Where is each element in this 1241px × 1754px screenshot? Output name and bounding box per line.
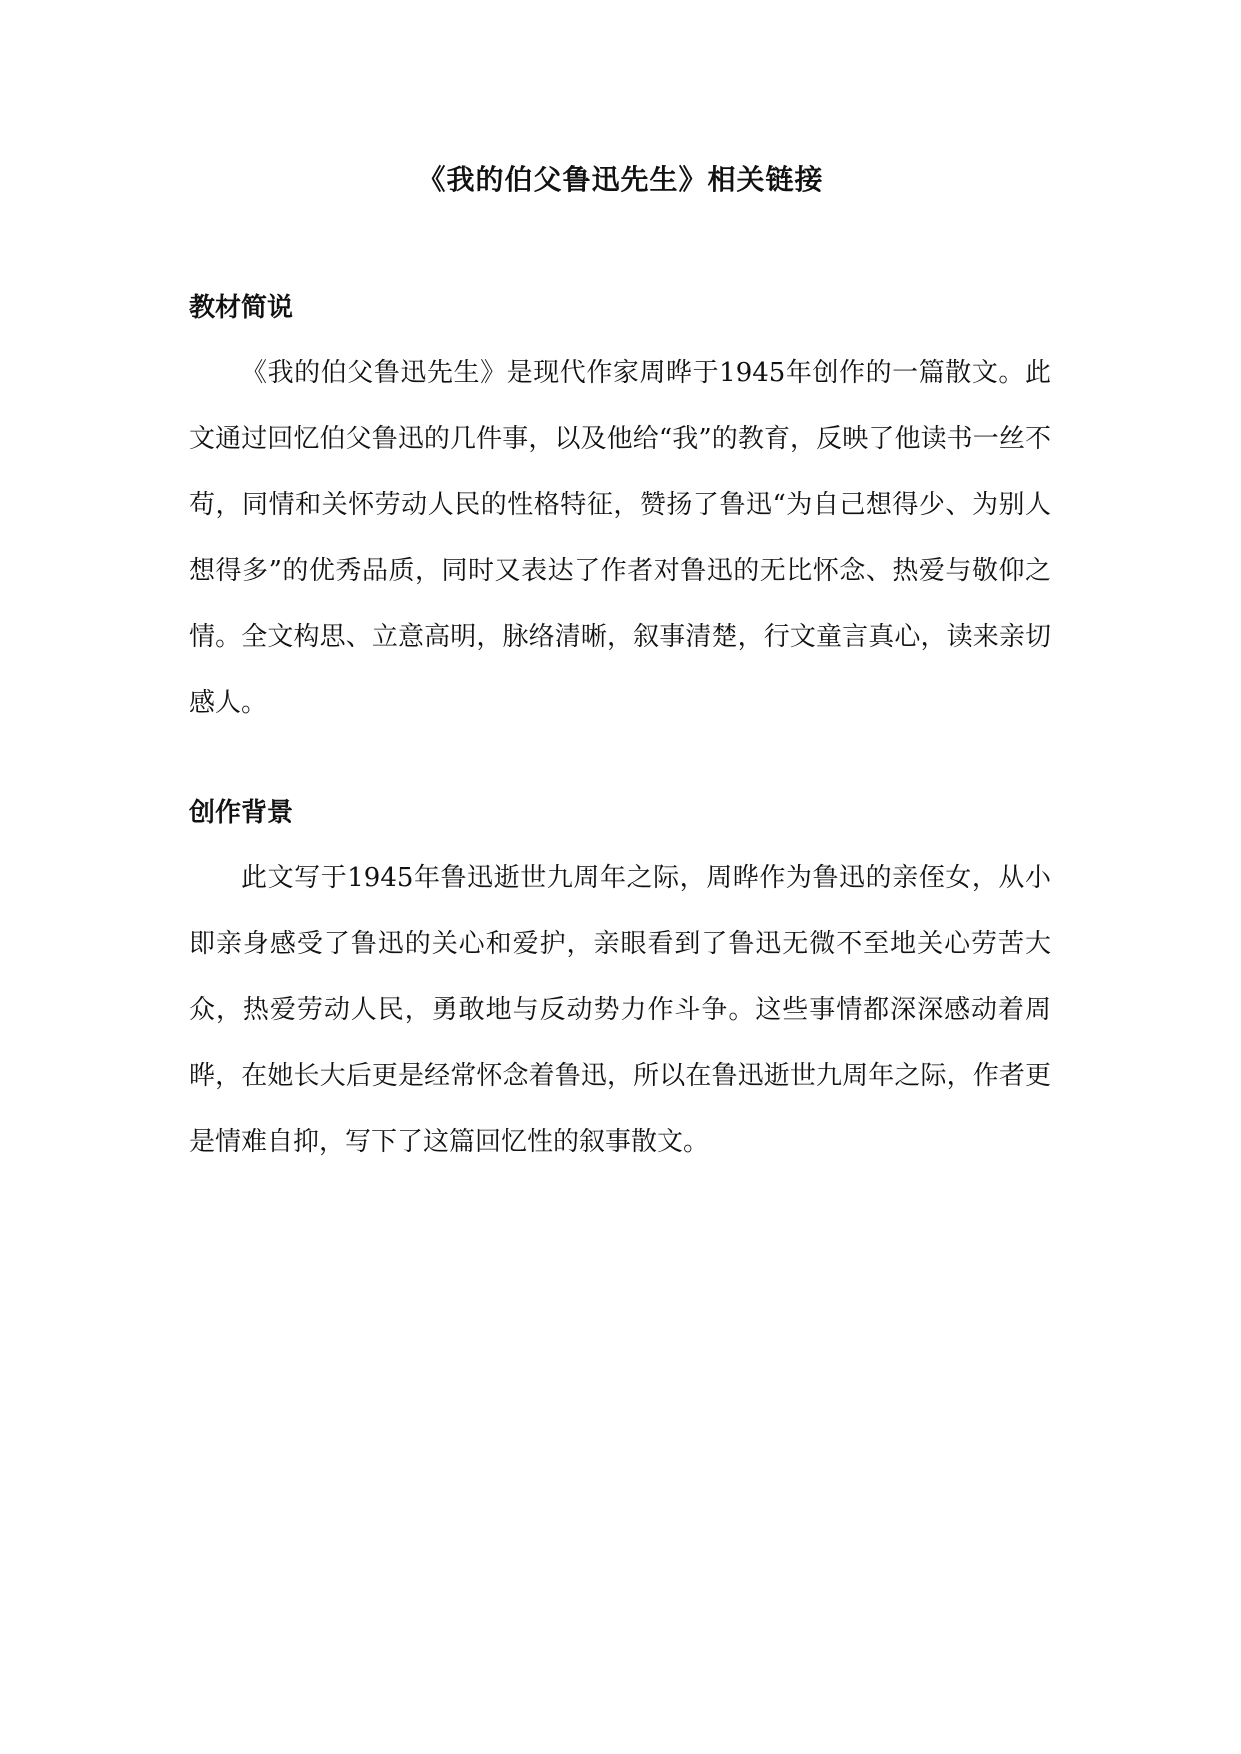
section-paragraph: 《我的伯父鲁迅先生》是现代作家周晔于1945年创作的一篇散文。此文通过回忆伯父鲁迅的几件事，以及他给“我”的教育，反映了他读书一丝不苟，同情和关怀劳动人民的性格特征，赞扬了鲁迅“为自己想得少、为别人想得多”的优秀品质，同时又表达了作者对鲁迅的无比怀念、热爱与敬仰之情。全文构思、立意高明，脉络清晰，叙事清楚，行文童言真心，读来亲切感人。 — [189, 358, 1051, 718]
document-title: 《我的伯父鲁迅先生》相关链接 — [417, 163, 824, 196]
section-heading: 创作背景 — [189, 798, 294, 828]
section-creation-background — [189, 795, 1051, 1175]
section-heading: 教材简说 — [189, 293, 294, 323]
section-textbook-summary — [189, 290, 1051, 736]
section-paragraph: 此文写于1945年鲁迅逝世九周年之际，周晔作为鲁迅的亲侄女，从小即亲身感受了鲁迅的关心和爱护，亲眼看到了鲁迅无微不至地关心劳苦大众，热爱劳动人民，勇敢地与反动势力作斗争。这些事情都深深感动着周晔，在她长大后更是经常怀念着鲁迅，所以在鲁迅逝世九周年之际，作者更是情难自抑，写下了这篇回忆性的叙事散文。 — [189, 863, 1051, 1157]
